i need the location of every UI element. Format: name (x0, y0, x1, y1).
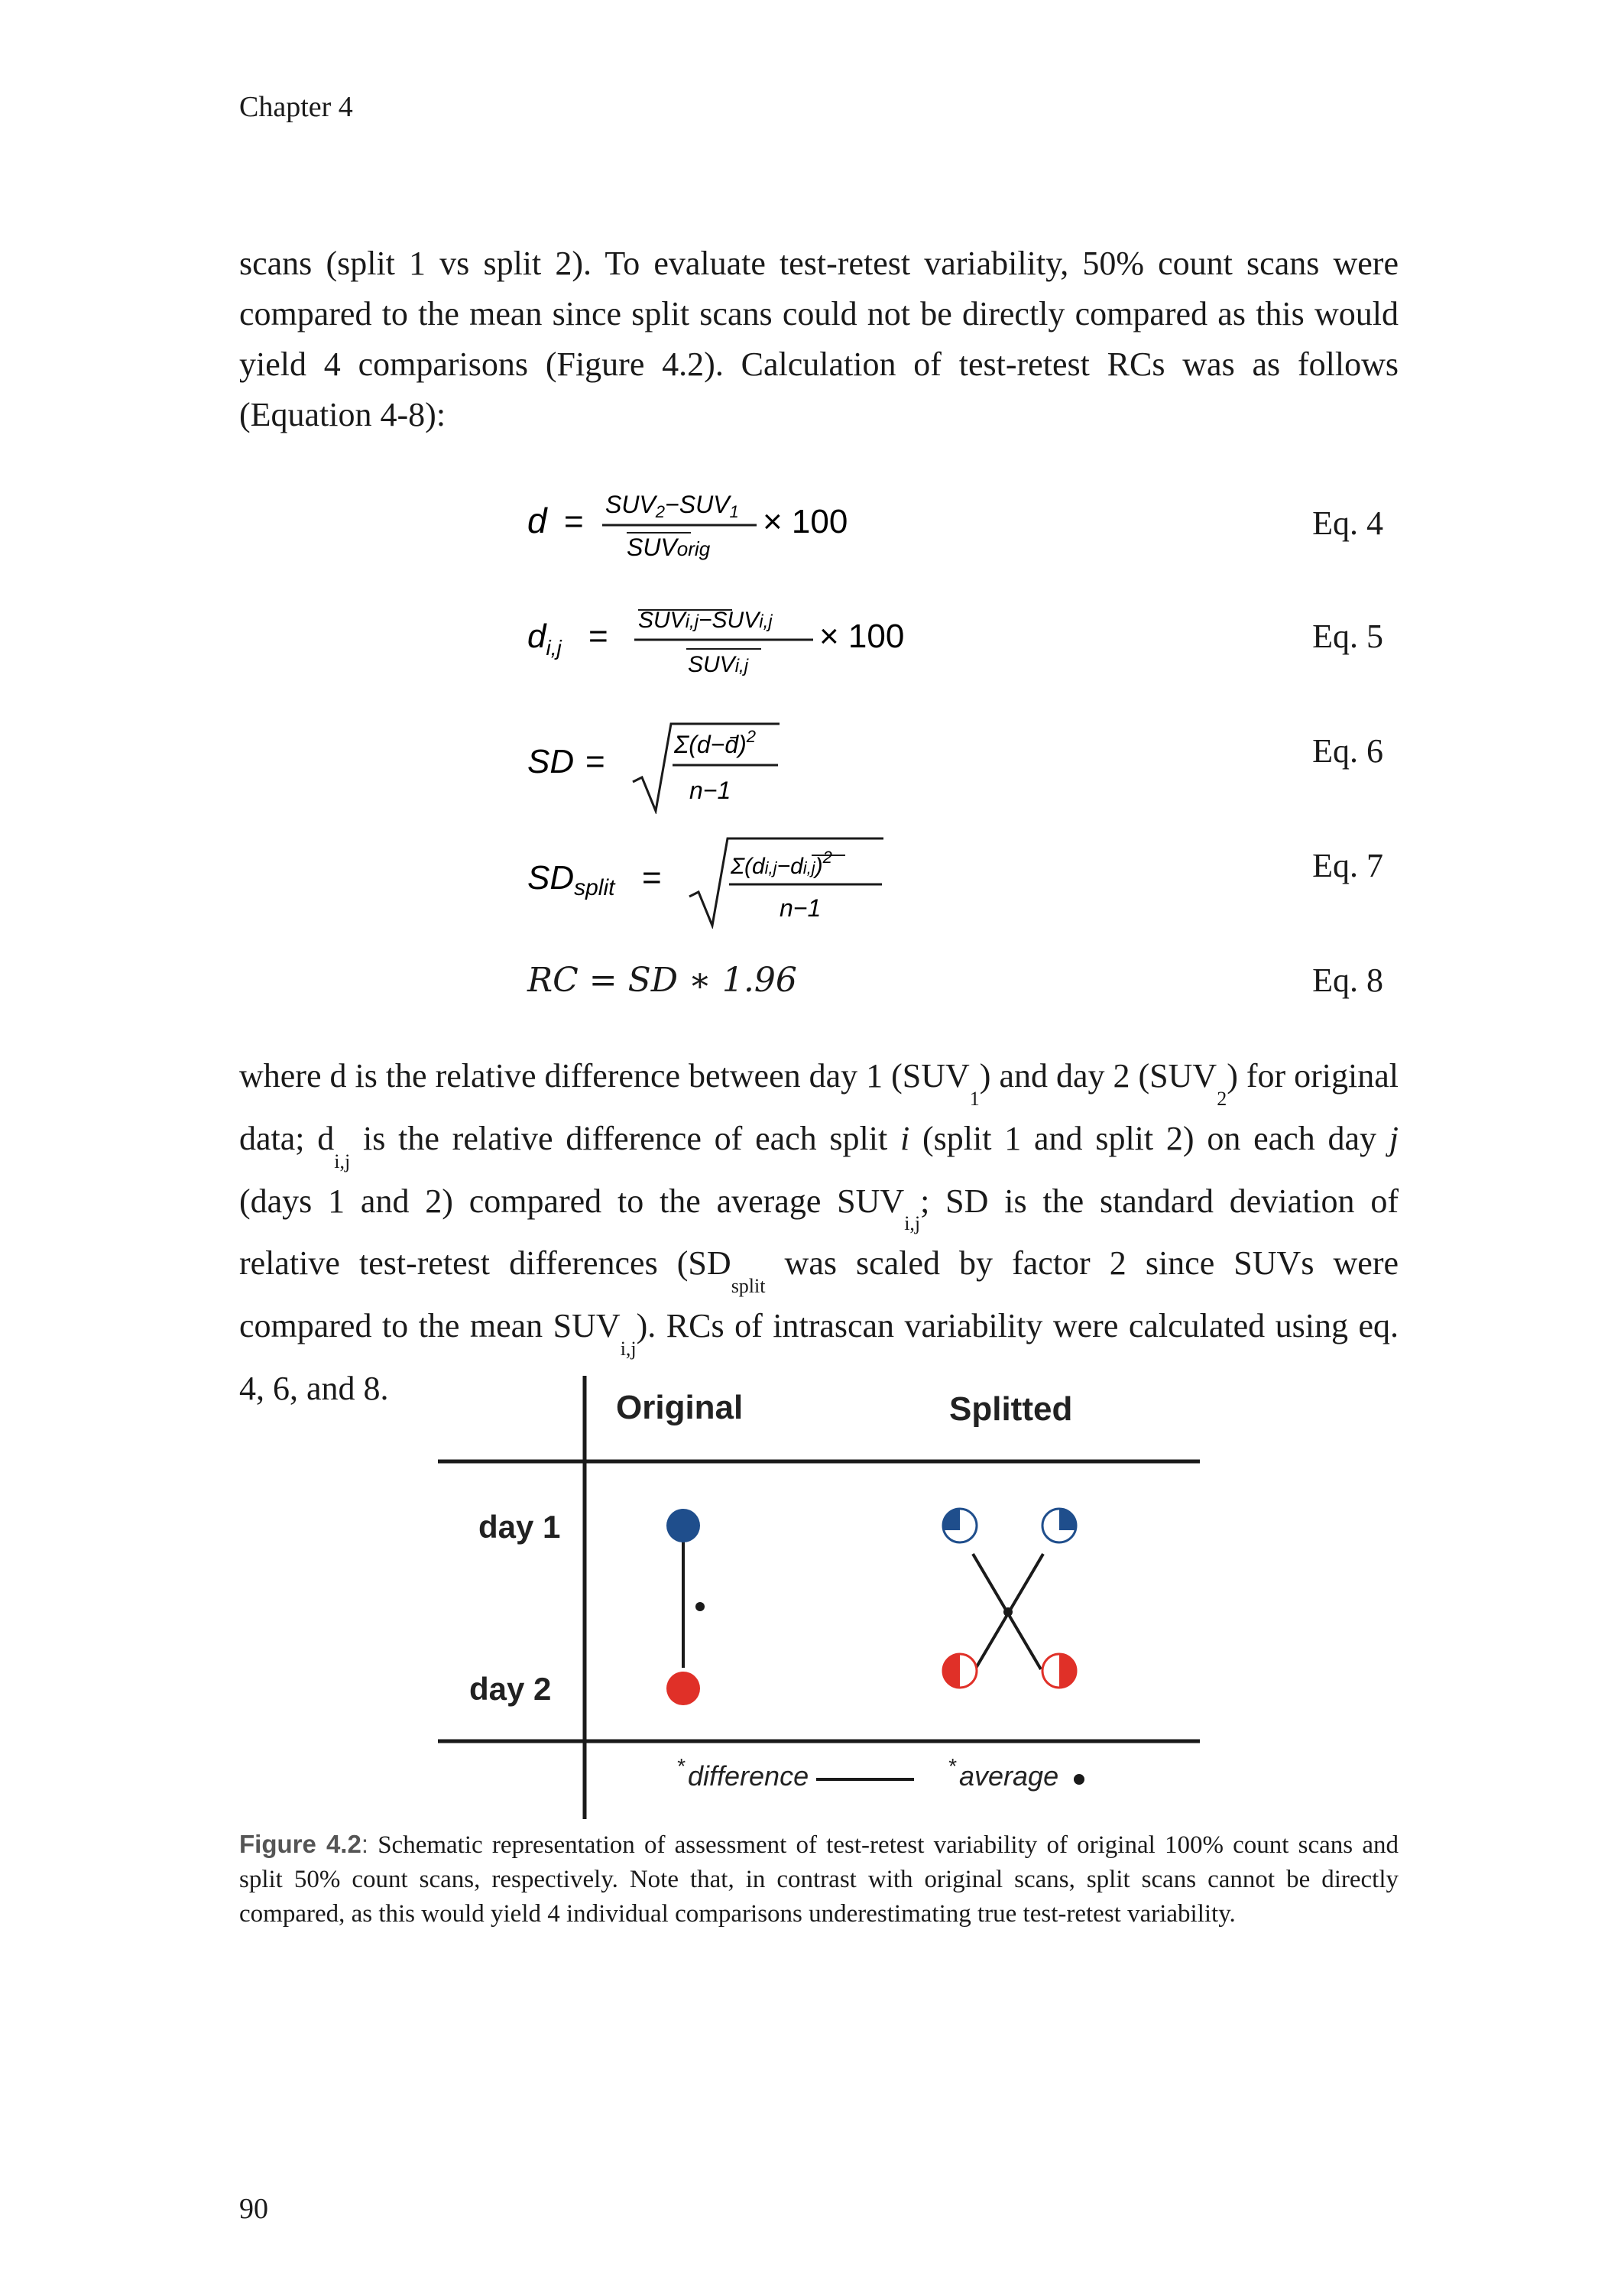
running-head: Chapter 4 (239, 91, 353, 123)
equation-8-label: Eq. 8 (1312, 962, 1383, 999)
legend-average-star: * (948, 1754, 956, 1778)
equation-4-math (527, 485, 1062, 585)
eq7-radicand-denominator: n−1 (780, 894, 822, 922)
original-average-dot (695, 1602, 705, 1611)
equation-6 (527, 715, 1406, 814)
legend-average-dot (1074, 1774, 1084, 1785)
eq7-lhs: SDsplit (527, 859, 615, 900)
equation-6-label: Eq. 6 (1312, 732, 1383, 770)
row-label-day1: day 1 (478, 1509, 561, 1545)
col-header-splitted: Splitted (949, 1390, 1073, 1428)
eq6-radicand-denominator: n−1 (689, 777, 731, 804)
figure-caption: Figure 4.2: Schematic representation of assessment of test-retest variability of original 100% count scans and split 50% count scans, respectively. Note that, in contrast with original scans, split scans cannot be directly compared, as this would yield 4 individual comparisons underestimating true test-retest variability. (239, 1830, 1399, 1928)
original-day2-marker (666, 1672, 700, 1705)
eq5-lhs: $d_{i,j}$ (527, 618, 562, 660)
eq5-denominator: SUVi,j (688, 652, 749, 677)
equation-7-label: Eq. 7 (1312, 847, 1383, 884)
eq4-rel: = (564, 503, 584, 540)
eq6-lhs: SD (527, 743, 575, 780)
split1-day1-marker (943, 1509, 977, 1542)
equation-5-math (527, 600, 1062, 699)
row-label-day2: day 2 (469, 1671, 552, 1707)
eq7-radicand-numerator: $\Sigma(di,j-di,j)^2$ (731, 848, 832, 879)
paragraph-definitions: where d is the relative difference between day 1 $(SUV_1)$ and day 2 $(SUV_2)$ for original data; $d_{i,j}$ is the relative difference of each split i (split 1 and split 2) on each day j (days 1 and 2) compared to the average $SUV_{i,j}$; SD is the standard deviation of relative test-retest differences ($SD_{split}$ was scaled by factor 2 since SUVs were compared to the mean $SUV_{i,j}$). RCs of intrascan variability were calculated using eq. 4, 6, and 8. (239, 1057, 1399, 1407)
eq5-numerator: SUVi,j−SUVi,j (638, 608, 773, 633)
eq7-rel: = (642, 859, 662, 897)
legend-difference-star: * (676, 1754, 685, 1778)
equation-5-label: Eq. 5 (1312, 618, 1383, 655)
split2-day2-marker (1042, 1654, 1076, 1688)
legend-average-label: average (959, 1760, 1059, 1792)
original-day1-marker (666, 1509, 700, 1542)
eq4-factor: × 100 (763, 503, 848, 540)
eq4-lhs: d (527, 501, 547, 540)
split-average-dot (1003, 1607, 1013, 1617)
equation-7-math (527, 829, 1062, 929)
paragraph-intro: scans (split 1 vs split 2). To evaluate test-retest variability, 50% count scans were compared to the mean since split scans could not be directly compared as this would yield 4 comparisons (Figure 4.2). Calculation of test-retest RCs was as follows (Equation 4-8): (239, 245, 1399, 433)
eq8-expression: RC = SD ∗ 1.96 (527, 961, 797, 1000)
page-number: 90 (239, 2193, 268, 2225)
split1-day2-marker (943, 1654, 977, 1688)
equation-8 (527, 944, 1406, 1043)
equation-4 (527, 485, 1406, 585)
equation-4-label: Eq. 4 (1312, 504, 1383, 542)
equation-7 (527, 829, 1406, 929)
legend-difference-label: difference (688, 1760, 809, 1792)
figure-caption-text: Schematic representation of assessment of test-retest variability of original 100% count scans and split 50% count scans, respectively. Note that, in contrast with original scans, split scans cannot be directly compared, as this would yield 4 individual comparisons underestimating true test-retest variability. (239, 1831, 1399, 1928)
split2-day1-marker (1042, 1509, 1076, 1542)
eq5-factor: × 100 (819, 618, 905, 655)
equation-5 (527, 600, 1406, 699)
eq6-rel: = (585, 743, 605, 780)
figure-schematic (428, 1376, 1207, 1819)
equation-6-math (527, 715, 1062, 814)
figure-caption-label: Figure 4.2 (239, 1830, 361, 1858)
eq6-radicand-numerator: Σ(d−d̄)$^2$ (674, 727, 757, 758)
eq5-rel: = (588, 618, 608, 655)
eq4-numerator: SUV2−SUV1 (605, 491, 739, 521)
col-header-original: Original (616, 1389, 744, 1426)
eq4-denominator: SUVorig (627, 534, 711, 561)
